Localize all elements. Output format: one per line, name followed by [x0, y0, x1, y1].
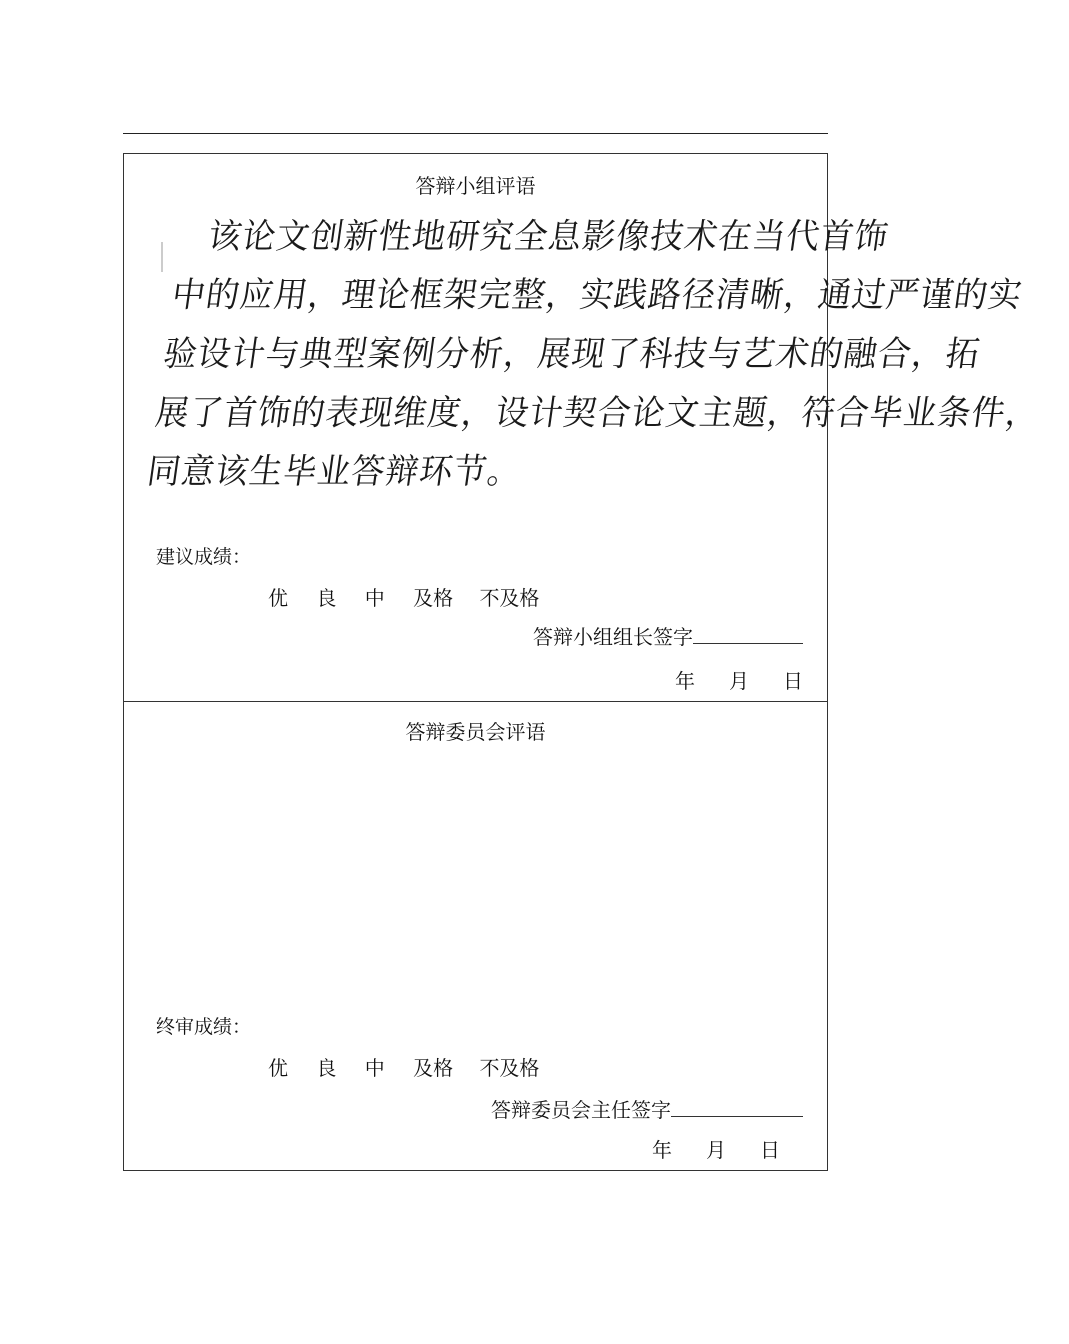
grade-option-fail[interactable]: 不及格 [479, 1056, 540, 1080]
grade-option-excellent[interactable]: 优 [268, 586, 288, 610]
comment-line: 该论文创新性地研究全息影像技术在当代首饰 [205, 215, 892, 257]
margin-mark [161, 242, 163, 272]
defense-evaluation-form [123, 153, 1043, 1171]
date-day: 日 [760, 1138, 780, 1162]
comment-line: 中的应用，理论框架完整，实践路径清晰，通过严谨的实 [169, 274, 1026, 316]
signature-line[interactable] [693, 625, 803, 644]
comment-line: 展了首饰的表现维度，设计契合论文主题，符合毕业条件， [152, 391, 1043, 433]
grade-option-excellent[interactable]: 优 [268, 1056, 288, 1080]
group-leader-signature [533, 621, 803, 650]
signature-label: 答辩委员会主任签字 [491, 1098, 671, 1122]
date-month: 月 [706, 1138, 726, 1162]
final-grade-label: 终审成绩： [156, 1016, 252, 1038]
group-comment-title: 答辩小组评语 [415, 174, 536, 198]
grade-option-pass[interactable]: 及格 [413, 1056, 454, 1080]
grade-option-good[interactable]: 良 [316, 1056, 337, 1080]
date-year: 年 [652, 1138, 672, 1162]
suggested-grade-options [268, 582, 559, 611]
committee-comment-title: 答辩委员会评语 [405, 720, 546, 744]
group-comment-section [124, 154, 1043, 701]
comment-line: 验设计与典型案例分析，展现了科技与艺术的融合，拓 [161, 333, 983, 374]
comment-line: 同意该生毕业答辩环节。 [144, 450, 525, 492]
header-rule [123, 133, 828, 134]
grade-option-fail[interactable]: 不及格 [479, 586, 540, 610]
committee-chair-signature [491, 1094, 803, 1123]
grade-option-pass[interactable]: 及格 [413, 586, 454, 610]
handwritten-comment [143, 207, 1043, 501]
committee-date [652, 1134, 780, 1163]
group-date [675, 665, 803, 694]
signature-line[interactable] [671, 1098, 803, 1117]
date-month: 月 [729, 669, 749, 693]
committee-comment-section [124, 701, 827, 1171]
grade-option-good[interactable]: 良 [316, 586, 337, 610]
date-day: 日 [783, 669, 803, 693]
signature-label: 答辩小组组长签字 [533, 625, 693, 649]
final-grade-options [268, 1052, 559, 1081]
suggested-grade-label: 建议成绩： [156, 546, 252, 568]
grade-option-medium[interactable]: 中 [364, 1056, 385, 1080]
date-year: 年 [675, 669, 695, 693]
grade-option-medium[interactable]: 中 [364, 586, 385, 610]
